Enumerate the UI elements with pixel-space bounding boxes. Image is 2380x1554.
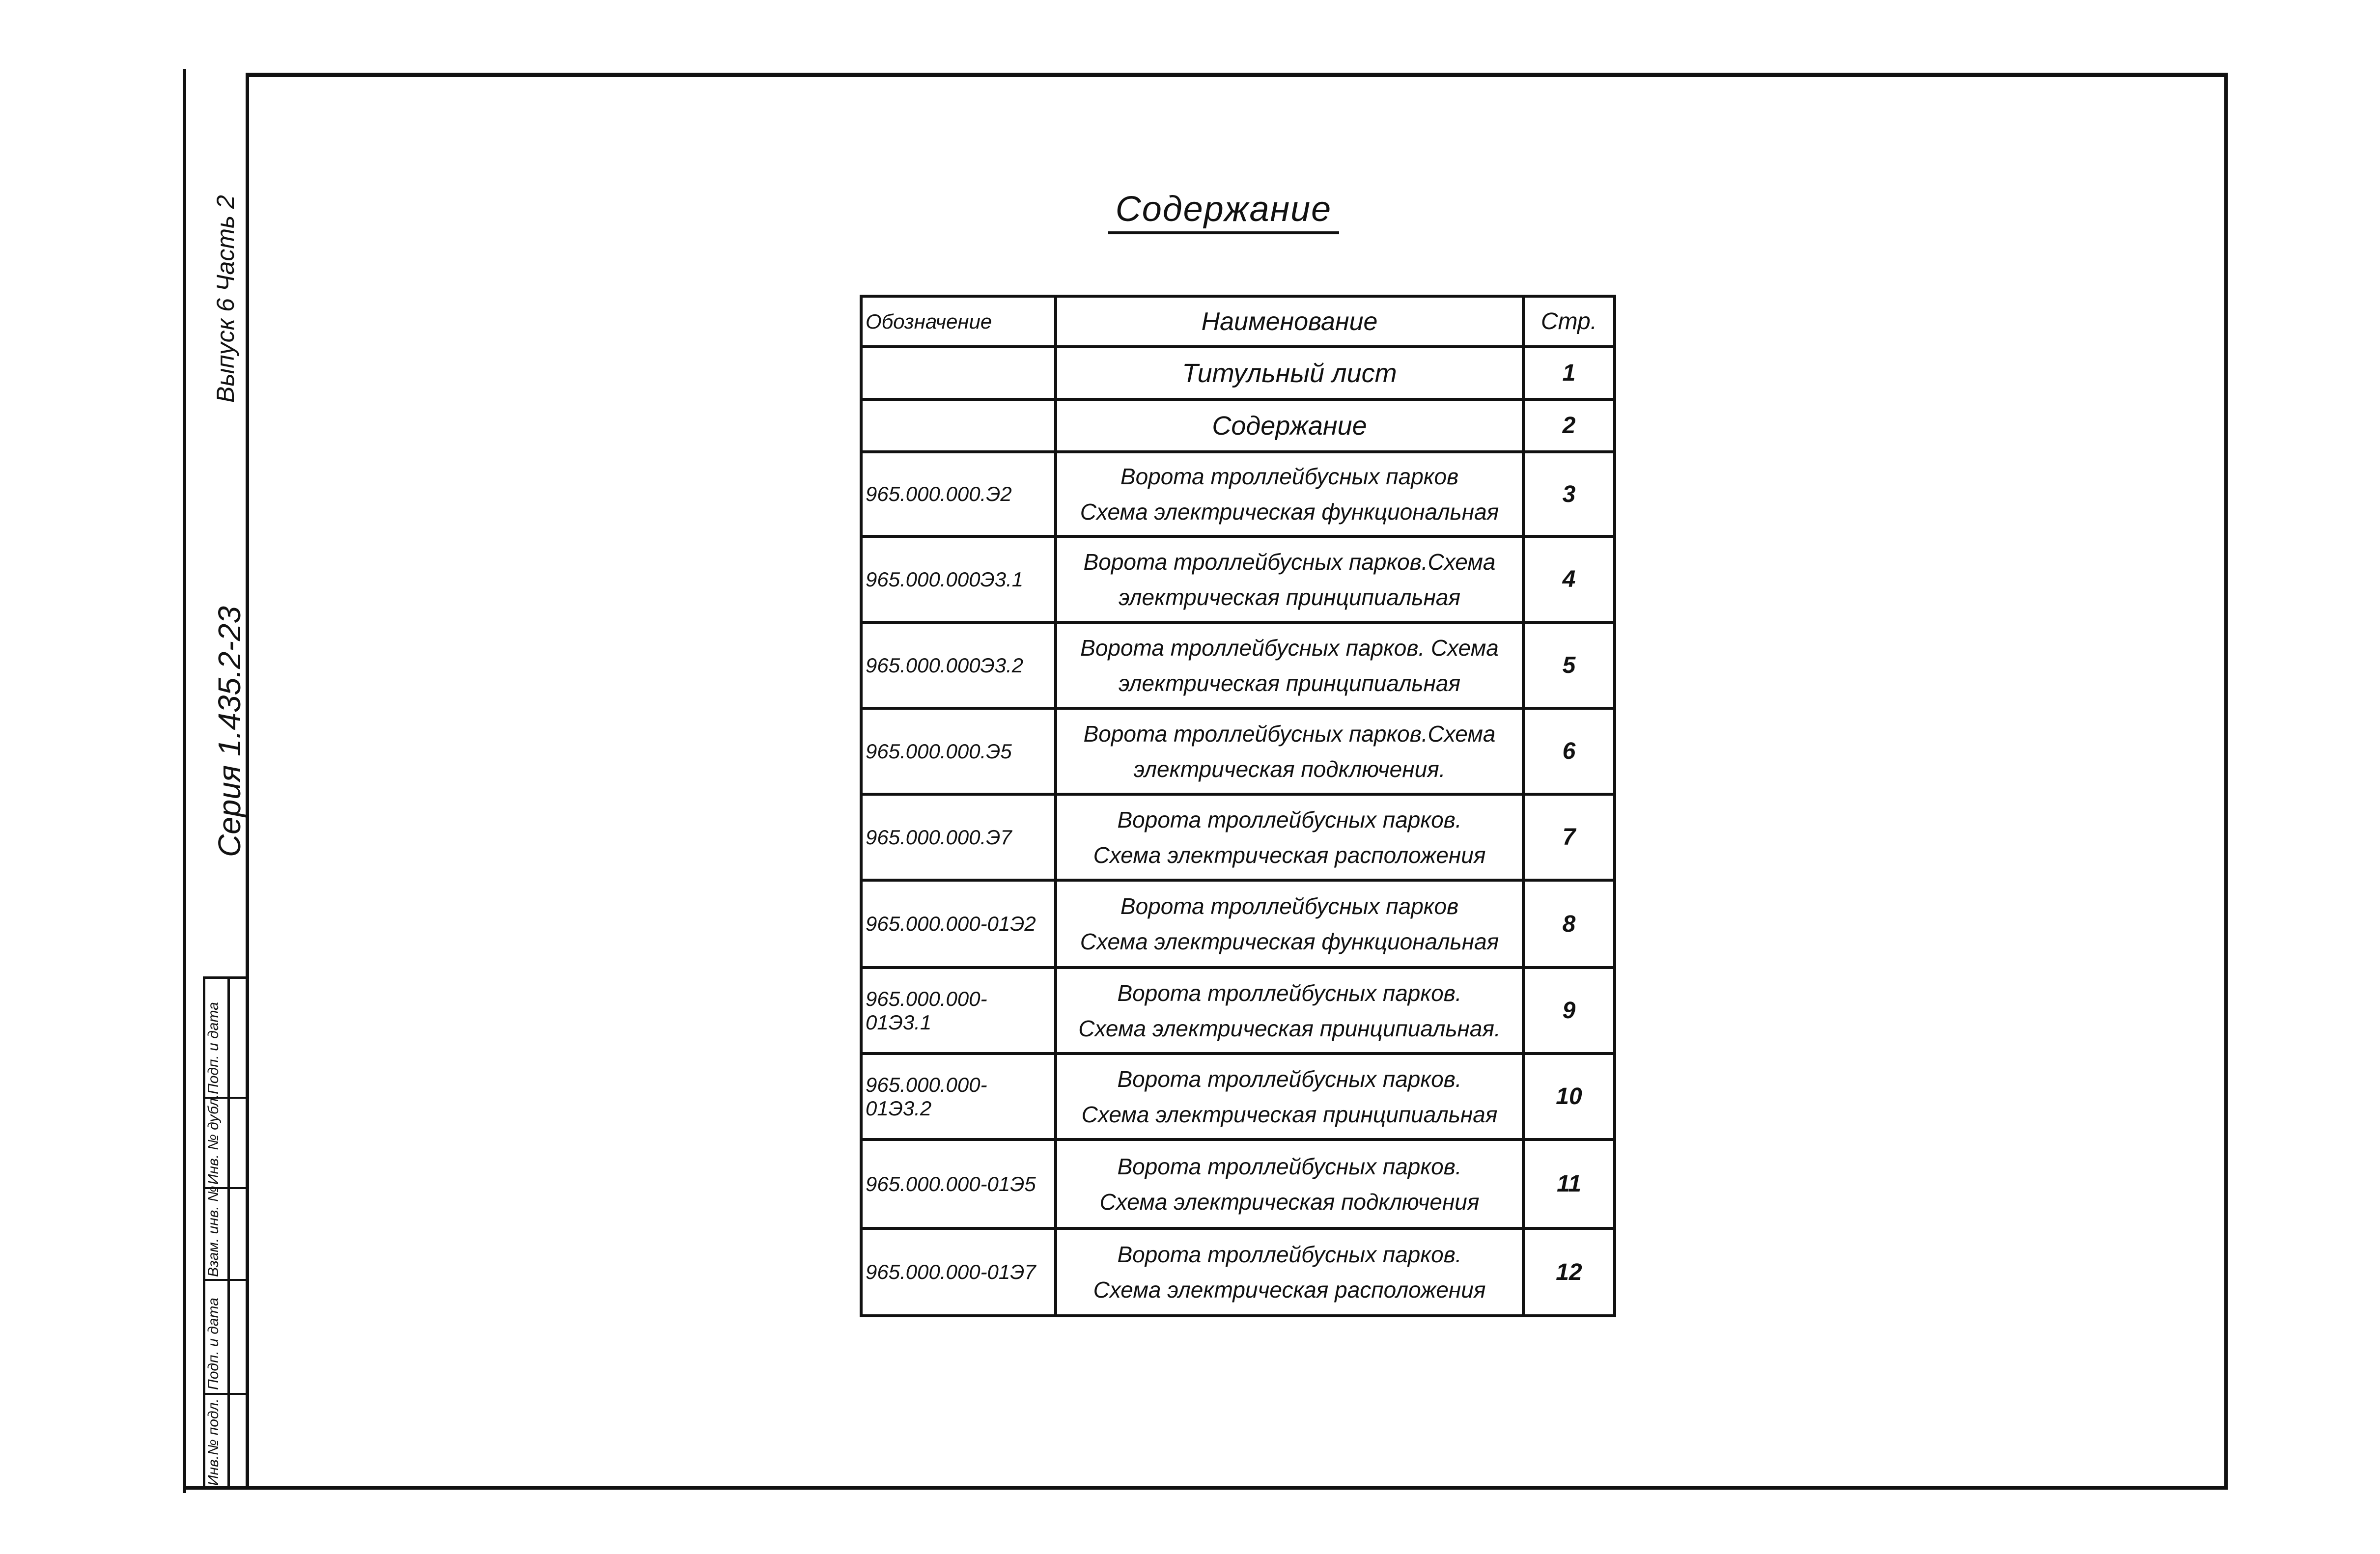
row-name-line: электрическая подключения.: [1133, 756, 1446, 782]
row-designation: [861, 347, 1056, 399]
binding-margin-line: [183, 69, 186, 1493]
row-page: 12: [1523, 1228, 1615, 1316]
table-row: [861, 347, 1615, 399]
row-page: 8: [1523, 880, 1615, 968]
table-row: [861, 452, 1615, 536]
stamp-label-replace-inv: Взам. инв. №: [205, 1186, 222, 1277]
row-designation: 965.000.000.Э7: [861, 794, 1056, 880]
row-designation: 965.000.000Э3.1: [861, 536, 1056, 622]
table-row: [861, 1228, 1615, 1316]
row-name-line: Ворота троллейбусных парков.: [1117, 1066, 1462, 1092]
row-name-line: Ворота троллейбусных парков.: [1117, 1153, 1462, 1179]
row-designation: [861, 399, 1056, 452]
row-page: 6: [1523, 708, 1615, 794]
row-name: [1056, 794, 1523, 880]
row-name-line: Ворота троллейбусных парков: [1120, 893, 1459, 919]
header-name: Наименование: [1056, 296, 1523, 347]
page-title: Содержание: [1108, 189, 1339, 234]
row-page: 3: [1523, 452, 1615, 536]
stamp-label-sign-date: Подп. и дата: [205, 1298, 222, 1390]
row-name-line: Ворота троллейбусных парков.Схема: [1083, 549, 1496, 575]
row-name: [1056, 968, 1523, 1054]
row-designation: 965.000.000.Э2: [861, 452, 1056, 536]
issue-label: Выпуск 6 Часть 2: [212, 195, 239, 403]
row-name-line: электрическая принципиальная: [1118, 584, 1461, 610]
stamp-label-inv-dup: Инв. № дубл.: [205, 1094, 222, 1185]
row-designation: 965.000.000-01Э7: [861, 1228, 1056, 1316]
header-page: Стр.: [1523, 296, 1615, 347]
row-name-line: Схема электрическая расположения: [1093, 842, 1486, 868]
row-name-line: Схема электрическая функциональная: [1080, 929, 1499, 954]
row-designation: 965.000.000Э3.2: [861, 622, 1056, 708]
row-name: [1056, 452, 1523, 536]
row-name-line: Схема электрическая функциональная: [1080, 499, 1499, 525]
row-name: [1056, 1054, 1523, 1139]
row-page: 10: [1523, 1054, 1615, 1139]
table-row: [861, 708, 1615, 794]
table-row: [861, 1054, 1615, 1139]
header-designation: Обозначение: [861, 296, 1056, 347]
row-name-line: Схема электрическая расположения: [1093, 1277, 1486, 1303]
row-designation: 965.000.000-01Э3.2: [861, 1054, 1056, 1139]
stamp-label-sign-date-2: Подп. и дата: [205, 1002, 222, 1094]
table-header-row: [861, 296, 1615, 347]
row-designation: 965.000.000-01Э2: [861, 880, 1056, 968]
row-name: [1056, 536, 1523, 622]
row-name: [1056, 622, 1523, 708]
row-name-line: Схема электрическая принципиальная: [1081, 1101, 1498, 1127]
row-name-line: Ворота троллейбусных парков.: [1117, 980, 1462, 1006]
row-name-line: Ворота троллейбусных парков. Схема: [1080, 635, 1499, 661]
row-name-line: Схема электрическая подключения: [1099, 1189, 1480, 1215]
table-row: [861, 622, 1615, 708]
table-row: [861, 968, 1615, 1054]
table-row: [861, 536, 1615, 622]
row-page: 9: [1523, 968, 1615, 1054]
row-name: [1056, 347, 1523, 399]
row-designation: 965.000.000-01Э5: [861, 1139, 1056, 1228]
table-row: [861, 794, 1615, 880]
table-row: [861, 880, 1615, 968]
row-name: [1056, 880, 1523, 968]
row-name: [1056, 708, 1523, 794]
contents-table: [860, 295, 1616, 1317]
row-name-line: Титульный лист: [1182, 358, 1397, 388]
row-name: [1056, 399, 1523, 452]
row-name: [1056, 1139, 1523, 1228]
stamp-label-inv-orig: Инв.№ подл.: [205, 1398, 222, 1486]
row-page: 1: [1523, 347, 1615, 399]
row-page: 7: [1523, 794, 1615, 880]
row-page: 5: [1523, 622, 1615, 708]
row-designation: 965.000.000-01Э3.1: [861, 968, 1056, 1054]
stamp-divider: [203, 1393, 246, 1395]
table-row: [861, 399, 1615, 452]
table-row: [861, 1139, 1615, 1228]
row-name-line: Содержание: [1212, 411, 1367, 441]
series-label: Серия 1.435.2-23: [212, 606, 247, 857]
stamp-divider: [203, 1279, 246, 1281]
row-name-line: электрическая принципиальная: [1118, 670, 1461, 696]
row-page: 11: [1523, 1139, 1615, 1228]
row-name-line: Ворота троллейбусных парков: [1120, 464, 1459, 489]
row-designation: 965.000.000.Э5: [861, 708, 1056, 794]
row-name-line: Схема электрическая принципиальная.: [1078, 1015, 1501, 1041]
row-name-line: Ворота троллейбусных парков.: [1117, 1242, 1462, 1267]
row-page: 2: [1523, 399, 1615, 452]
row-name-line: Ворота троллейбусных парков.Схема: [1083, 721, 1496, 747]
row-name-line: Ворота троллейбусных парков.: [1117, 806, 1462, 832]
row-name: [1056, 1228, 1523, 1316]
row-page: 4: [1523, 536, 1615, 622]
